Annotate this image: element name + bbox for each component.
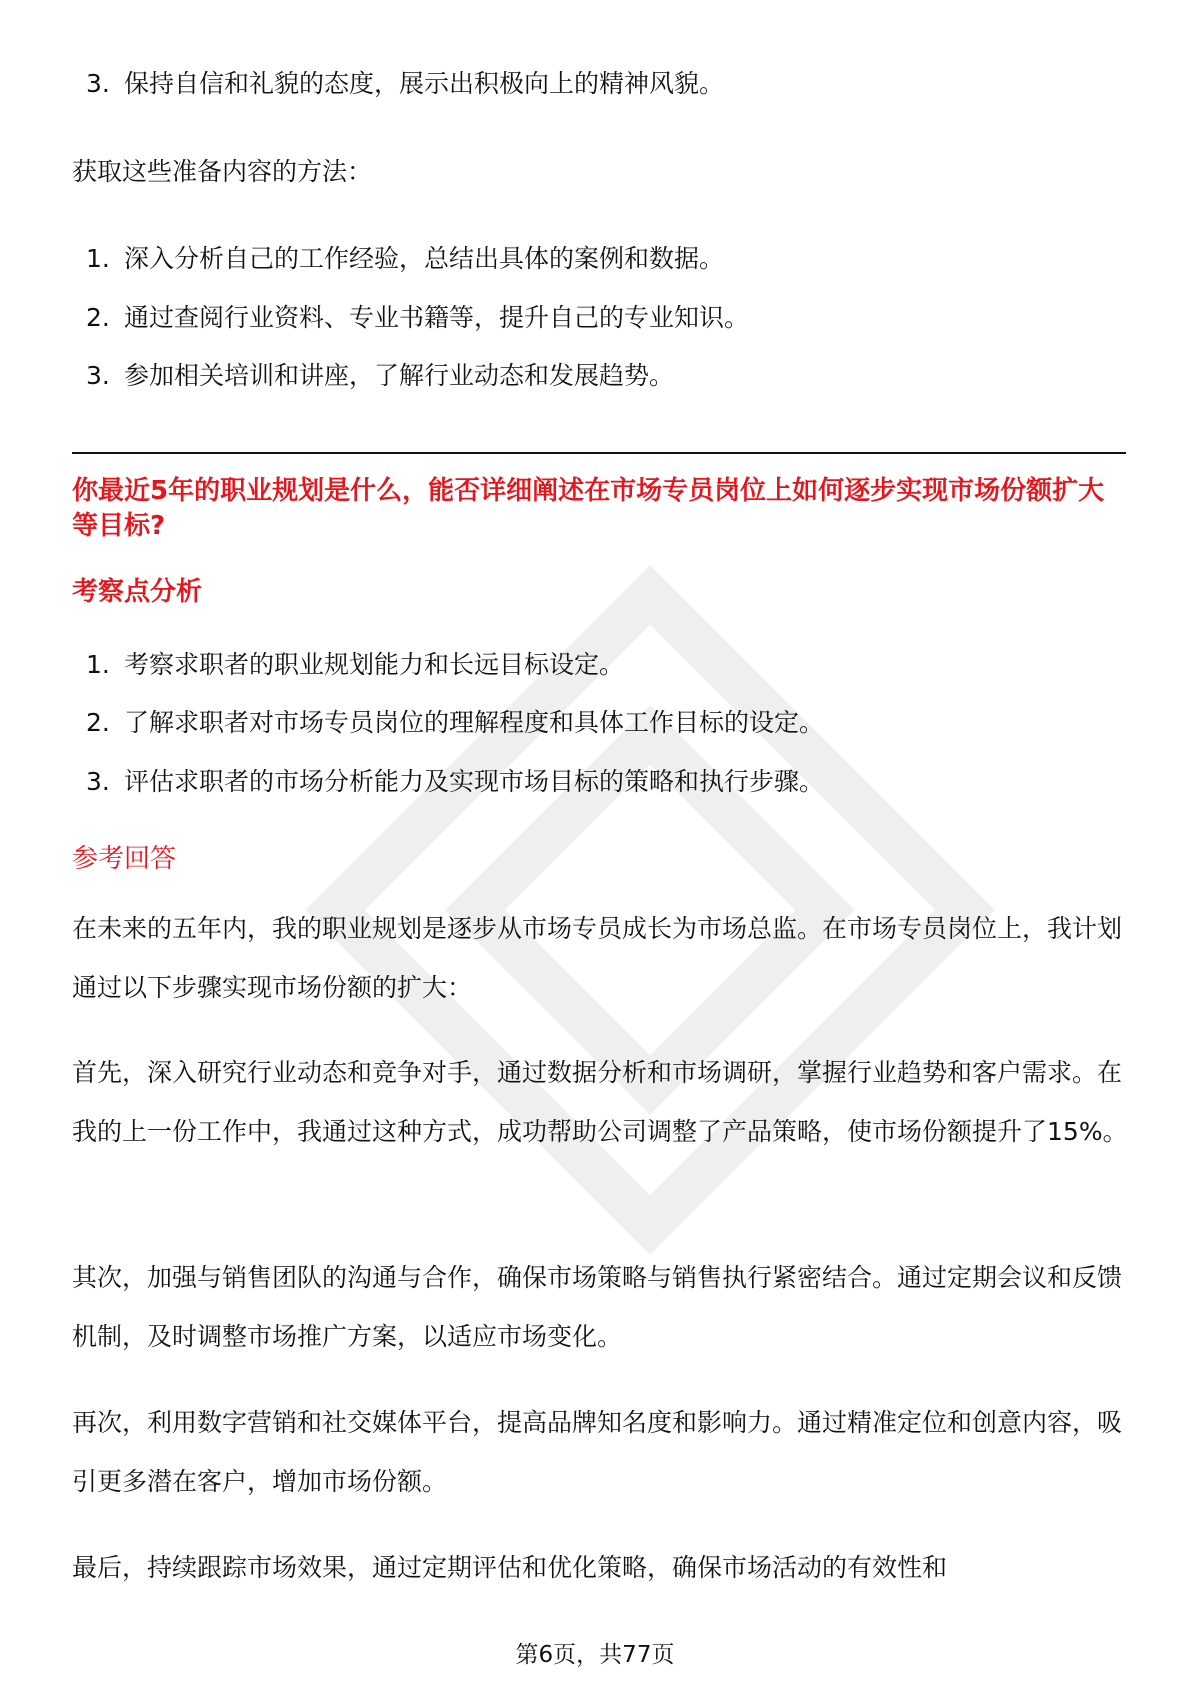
answer-paragraph: 再次，利用数字营销和社交媒体平台，提高品牌知名度和影响力。通过精准定位和创意内容，吸引更多潜在客户，增加市场份额。 — [72, 1408, 1123, 1496]
analysis-title: 考察点分析 — [72, 577, 203, 607]
answer-paragraph: 首先，深入研究行业动态和竞争对手，通过数据分析和市场调研，掌握行业趋势和客户需求。在我的上一份工作中，我通过这种方式，成功帮助公司调整了产品策略，使市场份额提升了15%。 — [72, 1058, 1128, 1146]
method-intro: 获取这些准备内容的方法： — [72, 157, 373, 186]
page-number: 第6页，共77页 — [515, 1642, 675, 1668]
answer-paragraph: 最后，持续跟踪市场效果，通过定期评估和优化策略，确保市场活动的有效性和 — [72, 1553, 948, 1582]
list-item: 3. 保持自信和礼貌的态度，展示出积极向上的精神风貌。 — [86, 69, 725, 98]
answer-title: 参考回答 — [72, 844, 177, 874]
list-item: 3. 参加相关培训和讲座，了解行业动态和发展趋势。 — [86, 361, 675, 390]
question-heading: 你最近5年的职业规划是什么，能否详细阐述在市场专员岗位上如何逐步实现市场份额扩大等目标? — [72, 476, 1105, 541]
list-item: 2. 了解求职者对市场专员岗位的理解程度和具体工作目标的设定。 — [86, 708, 825, 737]
list-item: 1. 考察求职者的职业规划能力和长远目标设定。 — [86, 650, 625, 679]
divider — [72, 452, 1126, 454]
list-item: 1. 深入分析自己的工作经验，总结出具体的案例和数据。 — [86, 244, 725, 273]
list-item: 3. 评估求职者的市场分析能力及实现市场目标的策略和执行步骤。 — [86, 767, 825, 796]
answer-paragraph: 在未来的五年内，我的职业规划是逐步从市场专员成长为市场总监。在市场专员岗位上，我计划通过以下步骤实现市场份额的扩大： — [72, 914, 1123, 1002]
list-item: 2. 通过查阅行业资料、专业书籍等，提升自己的专业知识。 — [86, 303, 750, 332]
answer-paragraph: 其次，加强与销售团队的沟通与合作，确保市场策略与销售执行紧密结合。通过定期会议和反馈机制，及时调整市场推广方案，以适应市场变化。 — [72, 1263, 1123, 1351]
